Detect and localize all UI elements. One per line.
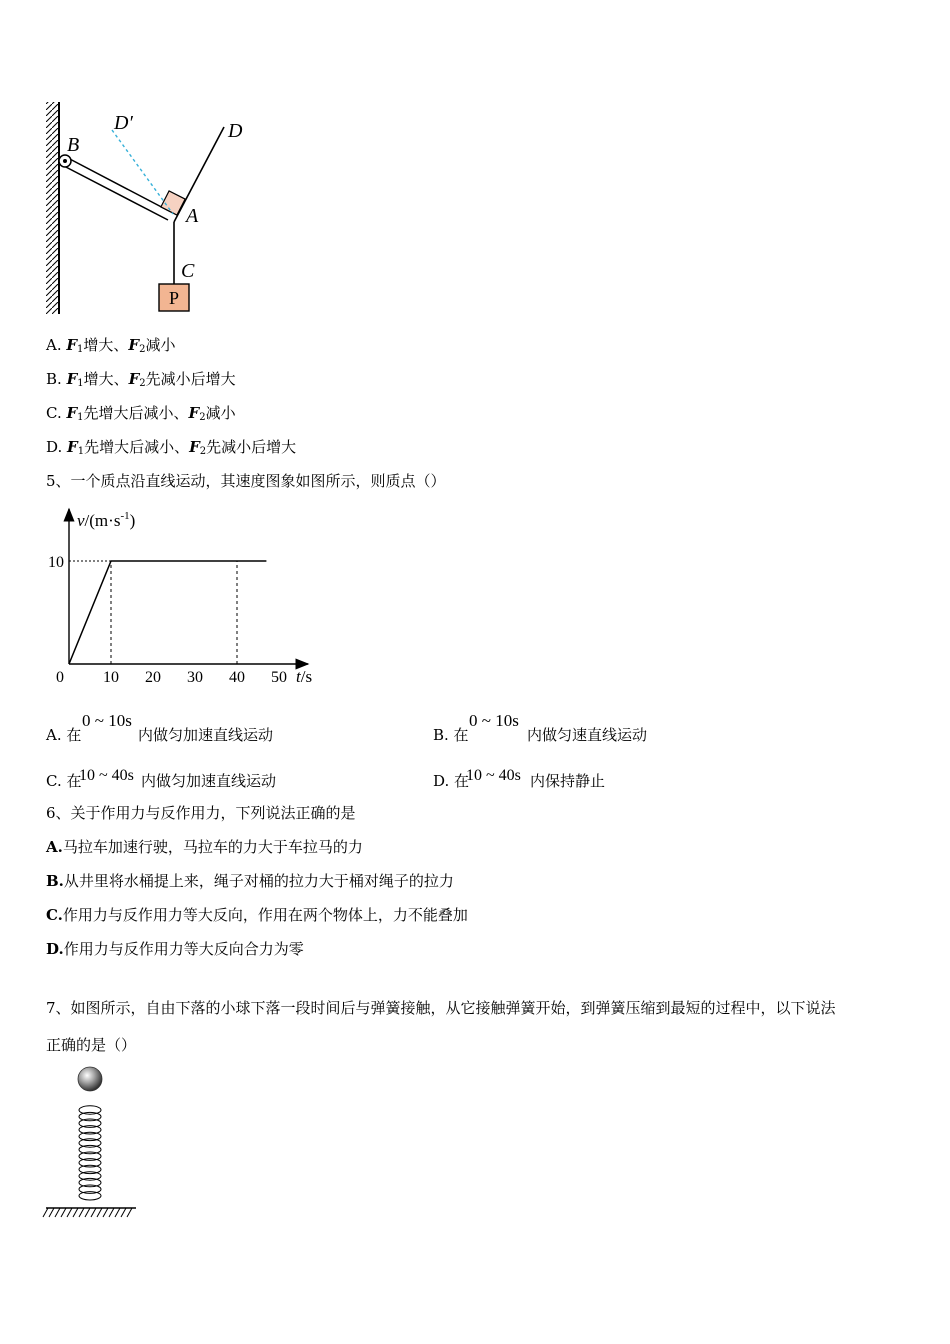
- q6-option-a[interactable]: A.马拉车加速行驶，马拉车的力大于车拉马的力: [46, 838, 363, 856]
- q7-stem-line2: 正确的是（）: [46, 1036, 137, 1054]
- label-p: P: [168, 288, 180, 308]
- y-tick-label-10: 10: [48, 554, 64, 571]
- ground-hatch-stroke: [91, 1208, 96, 1217]
- q4-option-a[interactable]: A. $F_1$增大、$F_2$减小: [46, 336, 176, 355]
- spring-coil: [79, 1119, 101, 1127]
- ground-hatch-stroke: [109, 1208, 114, 1217]
- x-axis-label: [296, 667, 312, 686]
- spring-coil: [79, 1165, 101, 1173]
- x-tick-label-0: 0: [56, 669, 64, 686]
- q4-option-c[interactable]: C. $F_1$先增大后减小、$F_2$减小: [46, 404, 236, 423]
- y-axis-close: ): [129, 511, 136, 530]
- y-axis-label: [77, 510, 135, 530]
- spring-coil: [79, 1106, 101, 1114]
- velocity-time-chart: [40, 504, 330, 690]
- label-a: A: [186, 205, 199, 227]
- x-tick-label-10: 10: [103, 669, 119, 686]
- rod-edge-top: [66, 157, 171, 212]
- spring-coil: [79, 1145, 101, 1153]
- q5-option-c[interactable]: C. 在 10 ~ 40s 内做匀加速直线运动: [46, 767, 277, 790]
- ground-hatch-stroke: [61, 1208, 66, 1217]
- spring-coil: [79, 1132, 101, 1140]
- wall-hatch: [46, 102, 58, 314]
- q4-option-b[interactable]: B. $F_1$增大、$F_2$先减小后增大: [46, 370, 236, 389]
- spring-coil: [79, 1139, 101, 1147]
- label-b: B: [67, 134, 80, 156]
- q6-stem: 6、关于作用力与反作用力，下列说法正确的是: [46, 804, 356, 822]
- ground-hatch-stroke: [79, 1208, 84, 1217]
- ground-hatch-stroke: [49, 1208, 54, 1217]
- q5-option-a[interactable]: A. 在 0 ~ 10s 内做匀加速直线运动: [46, 711, 274, 744]
- spring-coil: [79, 1185, 101, 1193]
- rod-edge-bottom: [62, 165, 168, 220]
- q4-figure: [40, 98, 260, 320]
- x-tick-label-40: 40: [229, 669, 245, 686]
- q6-option-b[interactable]: B.从井里将水桶提上来，绳子对桶的拉力大于桶对绳子的拉力: [46, 872, 454, 890]
- label-c: C: [181, 260, 195, 282]
- joint-block: [161, 191, 185, 215]
- y-axis-unit: /(m·s: [84, 511, 121, 530]
- ground-hatch-stroke: [115, 1208, 120, 1217]
- spring-coil: [79, 1192, 101, 1200]
- label-d-prime: D′: [114, 112, 133, 134]
- ground-hatch-stroke: [43, 1208, 48, 1217]
- y-axis-symbol: v: [77, 511, 85, 530]
- x-tick-label-20: 20: [145, 669, 161, 686]
- ground-hatch-stroke: [127, 1208, 132, 1217]
- x-axis-symbol: t: [296, 667, 301, 686]
- q5-option-b[interactable]: B. 在 0 ~ 10s 内做匀速直线运动: [433, 711, 648, 744]
- q5-stem: 5、一个质点沿直线运动，其速度图象如图所示，则质点（）: [46, 472, 446, 490]
- ground-hatch-stroke: [73, 1208, 78, 1217]
- spring-coil: [79, 1159, 101, 1167]
- string-ad: [174, 127, 224, 222]
- x-axis-unit: /s: [300, 667, 313, 686]
- x-tick-label-50: 50: [271, 669, 287, 686]
- spring-coil: [79, 1126, 101, 1134]
- spring-coil: [79, 1112, 101, 1120]
- spring-coil: [79, 1152, 101, 1160]
- ground-hatch-stroke: [55, 1208, 60, 1217]
- q6-option-c[interactable]: C.作用力与反作用力等大反向，作用在两个物体上，力不能叠加: [46, 906, 468, 924]
- spring-coil: [79, 1172, 101, 1180]
- ground-hatch-stroke: [67, 1208, 72, 1217]
- hinge-b-center: [63, 159, 67, 163]
- q4-option-d[interactable]: D. $F_1$先增大后减小、$F_2$先减小后增大: [46, 438, 297, 457]
- ground-hatch-stroke: [103, 1208, 108, 1217]
- ground-hatch-stroke: [85, 1208, 90, 1217]
- y-axis-exponent: -1: [120, 510, 130, 522]
- ground-hatch-stroke: [121, 1208, 126, 1217]
- q7-stem-line1: 7、如图所示，自由下落的小球下落一段时间后与弹簧接触，从它接触弹簧开始，到弹簧压缩到最短的过程中，以下说法: [46, 999, 836, 1017]
- q7-figure: [42, 1062, 142, 1224]
- label-d: D: [228, 120, 243, 142]
- x-tick-label-30: 30: [187, 669, 203, 686]
- q5-option-d[interactable]: D. 在 10 ~ 40s 内保持静止: [433, 767, 606, 790]
- spring-coil: [79, 1178, 101, 1186]
- series-line-0: [69, 561, 266, 664]
- ball: [78, 1067, 102, 1091]
- q6-option-d[interactable]: D.作用力与反作用力等大反向合力为零: [46, 940, 304, 958]
- spring: [79, 1106, 101, 1200]
- ground-hatch: [43, 1208, 132, 1217]
- ground-hatch-stroke: [97, 1208, 102, 1217]
